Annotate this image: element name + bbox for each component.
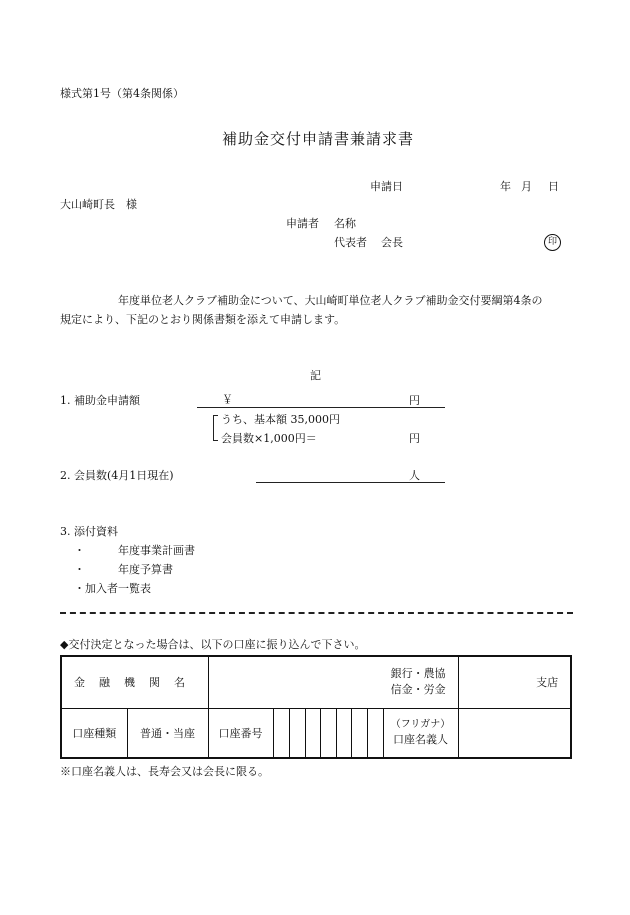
applicant-name-label: 名称 [334, 217, 356, 230]
account-digit-6[interactable] [351, 708, 367, 758]
basic-amount-text: うち、基本額 35,000円 [221, 413, 340, 426]
account-holder-kana-label: （フリガナ） [390, 719, 451, 731]
account-digit-3[interactable] [305, 708, 320, 758]
form-number-label: 様式第1号（第4条関係） [60, 87, 184, 100]
seal-text: 印 [547, 237, 557, 247]
amount-unit: 円 [409, 394, 420, 407]
branch-cell[interactable] [458, 656, 571, 708]
attachment-item-plan: ・ 年度事業計画書 [74, 544, 195, 557]
document-title: 補助金交付申請書兼請求書 [222, 130, 415, 148]
representative-label: 代表者 [334, 236, 367, 249]
account-number-label: 口座番号 [208, 708, 273, 758]
sub-amount-bracket [213, 415, 218, 441]
attachment-item-budget: ・ 年度予算書 [74, 563, 173, 576]
member-count-field[interactable] [256, 482, 445, 483]
member-count-label: 2. 会員数(4月1日現在) [60, 469, 174, 482]
account-holder-name-field[interactable] [458, 708, 571, 758]
account-holder-label-cell [383, 708, 458, 758]
account-type-options[interactable]: 普通・当座 [127, 708, 208, 758]
account-holder-footnote: ※口座名義人は、長寿会又は会長に限る。 [60, 765, 269, 778]
bank-type-options-2: 信金・労金 [390, 683, 446, 697]
amount-field[interactable] [197, 407, 445, 408]
account-digit-2[interactable] [289, 708, 305, 758]
date-month: 月 [521, 180, 532, 193]
body-text-line-1: 年度単位老人クラブ補助金について、大山崎町単位老人クラブ補助金交付要綱第4条の [118, 294, 543, 307]
account-holder-label: 口座名義人 [393, 733, 449, 747]
bank-name-cell[interactable] [208, 656, 458, 708]
member-count-unit: 人 [409, 469, 420, 482]
yen-mark: ￥ [222, 393, 233, 406]
applicant-label: 申請者 [286, 217, 319, 230]
attachment-item-member-list: ・加入者一覧表 [74, 582, 151, 595]
member-amount-text: 会員数×1,000円＝ [221, 432, 317, 445]
date-day: 日 [548, 180, 559, 193]
date-year: 年 [500, 180, 511, 193]
account-type-label: 口座種類 [61, 708, 127, 758]
bank-account-table [60, 655, 572, 759]
bank-transfer-notice: ◆交付決定となった場合は、以下の口座に振り込んで下さい。 [60, 638, 366, 651]
account-digit-7[interactable] [367, 708, 383, 758]
branch-label: 支店 [536, 676, 559, 690]
member-amount-unit: 円 [409, 432, 420, 445]
seal-mark [544, 234, 561, 251]
attachments-label: 3. 添付資料 [60, 525, 118, 538]
ki-heading: 記 [310, 369, 321, 382]
account-digit-4[interactable] [320, 708, 336, 758]
financial-institution-label: 金融機関名 [61, 656, 208, 708]
cut-line-divider [60, 612, 573, 614]
representative-title: 会長 [381, 236, 403, 249]
subsidy-amount-label: 1. 補助金申請額 [60, 394, 140, 407]
bank-type-options-1: 銀行・農協 [390, 667, 446, 681]
account-digit-1[interactable] [273, 708, 289, 758]
account-digit-5[interactable] [336, 708, 351, 758]
addressee: 大山崎町長 様 [60, 198, 137, 211]
body-text-line-2: 規定により、下記のとおり関係書類を添えて申請します。 [60, 313, 346, 326]
application-date-label: 申請日 [370, 180, 403, 193]
